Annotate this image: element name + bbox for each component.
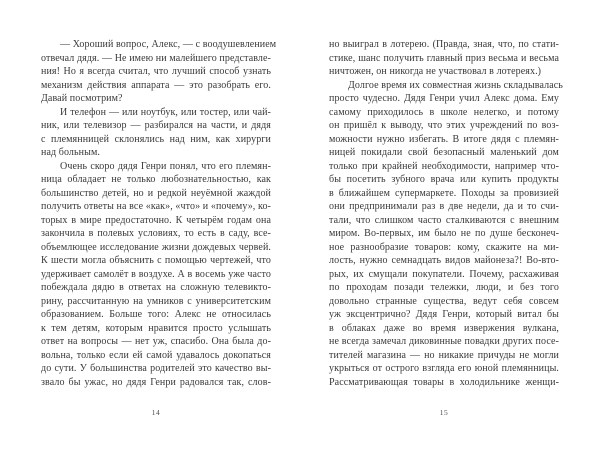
text-line: не всегда замечал диковинные повадки других посе-: [329, 336, 559, 347]
text-line: Рассматривающая товары в холодильнике женщи-: [329, 376, 559, 388]
text-line: Очень скоро дядя Генри понял, что его племян-: [60, 160, 271, 172]
text-line: довольно странные существа, ведут себя совсем: [329, 295, 559, 307]
text-line: к тем детям, которым нравится просто услышать: [41, 322, 271, 334]
page-right-text: [329, 38, 563, 389]
text-line: — Хороший вопрос, Алекс, — с воодушевлением: [60, 39, 277, 50]
text-line: рину, рассчитанную на умников с университетским: [41, 295, 271, 307]
text-line: можности нужно избегать. В итоге дядя с племян-: [329, 133, 559, 145]
page-right[interactable]: [329, 38, 563, 438]
text-line: ницей покидали свой безопасный маленький дом: [329, 147, 559, 158]
text-line: Долгое время их совместная жизнь складывалась: [348, 79, 563, 91]
page-left-text: [41, 38, 277, 389]
text-line: в облаках даже во время извержения вулкана,: [329, 322, 559, 334]
text-line: рых, их смущали покупатели. Почему, расхаживая: [329, 268, 559, 280]
text-line: но выиграл в лотерею. (Правда, зная, что, по стати-: [329, 39, 559, 50]
text-line: ния! Но я всегда считал, что лучший способ узнать: [41, 66, 271, 77]
text-line: удерживает самолёт в воздухе. А в восемь уже часто: [41, 268, 271, 280]
text-line: с племянницей склонялись над ним, как хирурги: [41, 133, 271, 145]
text-line: ничтожен, он никогда не участвовал в лотереях.): [329, 66, 542, 77]
text-line: укрыться от острого взгляда его юной племянницы.: [329, 363, 559, 374]
text-line: Давай посмотрим?: [41, 93, 123, 104]
text-line: К шести могла объяснить с помощью чертежей, что: [41, 255, 271, 266]
text-line: тали, что слишком часто сталкиваются с внешним: [329, 214, 559, 226]
text-line: побеждала дядю в ответах на сложную телевикто-: [41, 282, 271, 293]
text-line: ответ на вопросы — нет уж, спасибо. Она была до-: [41, 336, 271, 347]
text-line: получить ответы на все «как», «что» и «почему», ко-: [41, 201, 271, 212]
text-line: вольна, только если ей самой удавалось докопаться: [41, 349, 271, 361]
text-line: бы посетить зубного врача или купить продукты: [329, 174, 559, 185]
text-line: тителей магазина — но никакие причуды не могли: [329, 349, 559, 361]
text-line: И телефон — или ноутбук, или тостер, или чай-: [60, 106, 271, 118]
text-line: самому приходилось в школе нелегко, и потому: [329, 106, 559, 118]
text-line: по проходам позади тележки, люди, и без того: [329, 282, 559, 293]
text-line: уж эксцентрично? Дядя Генри, который витал бы: [329, 309, 559, 320]
text-line: ница обладает не только любознательностью, как: [41, 174, 271, 185]
text-line: ное разнообразие товаров: кому, скажите на ми-: [329, 241, 559, 253]
text-line: миром. Во-первых, им было не по душе бесконеч-: [329, 228, 559, 239]
text-line: стике, шанс получить главный приз весьма и весьма: [329, 52, 559, 64]
page-left[interactable]: [41, 38, 277, 438]
text-line: закончила в полевых условиях, то есть в саду, все-: [41, 228, 271, 239]
text-line: до сути. У большинства родителей это качество вы-: [41, 363, 271, 374]
page-number-right: 15: [439, 408, 449, 417]
text-line: объемлющее исследование жизни дождевых червей.: [41, 241, 271, 253]
text-line: они предпринимали раз в две недели, да и то счи-: [329, 201, 559, 212]
text-line: большинство детей, но и редкой неуёмной жаждой: [41, 187, 271, 199]
text-line: торых в мире предостаточно. К четырём годам она: [41, 214, 271, 226]
text-line: он пришёл к выводу, что этих учреждений по воз-: [329, 120, 559, 131]
text-line: просто чудесно. Дядя Генри учил Алекс дома. Ему: [329, 93, 559, 104]
text-line: над больным.: [41, 147, 100, 158]
text-line: звало бы ужас, но дядя Генри радовался так, слов-: [41, 376, 271, 388]
text-line: механизм действия аппарата — это разобрать его.: [41, 79, 271, 91]
text-line: ник, или телевизор — разбирался на части, и дядя: [41, 120, 271, 131]
text-line: в ближайшем супермаркете. Походы за провизией: [329, 187, 559, 199]
text-line: только при крайней необходимости, например что-: [329, 160, 559, 172]
text-line: лость, нужно семнадцать видов майонеза?! Во-вто-: [329, 255, 559, 266]
text-line: отвечал дядя. — Не имею ни малейшего представле-: [41, 52, 271, 64]
text-line: образованием. Больше того: Алекс не относилась: [41, 309, 271, 320]
page-number-left: 14: [151, 408, 161, 417]
